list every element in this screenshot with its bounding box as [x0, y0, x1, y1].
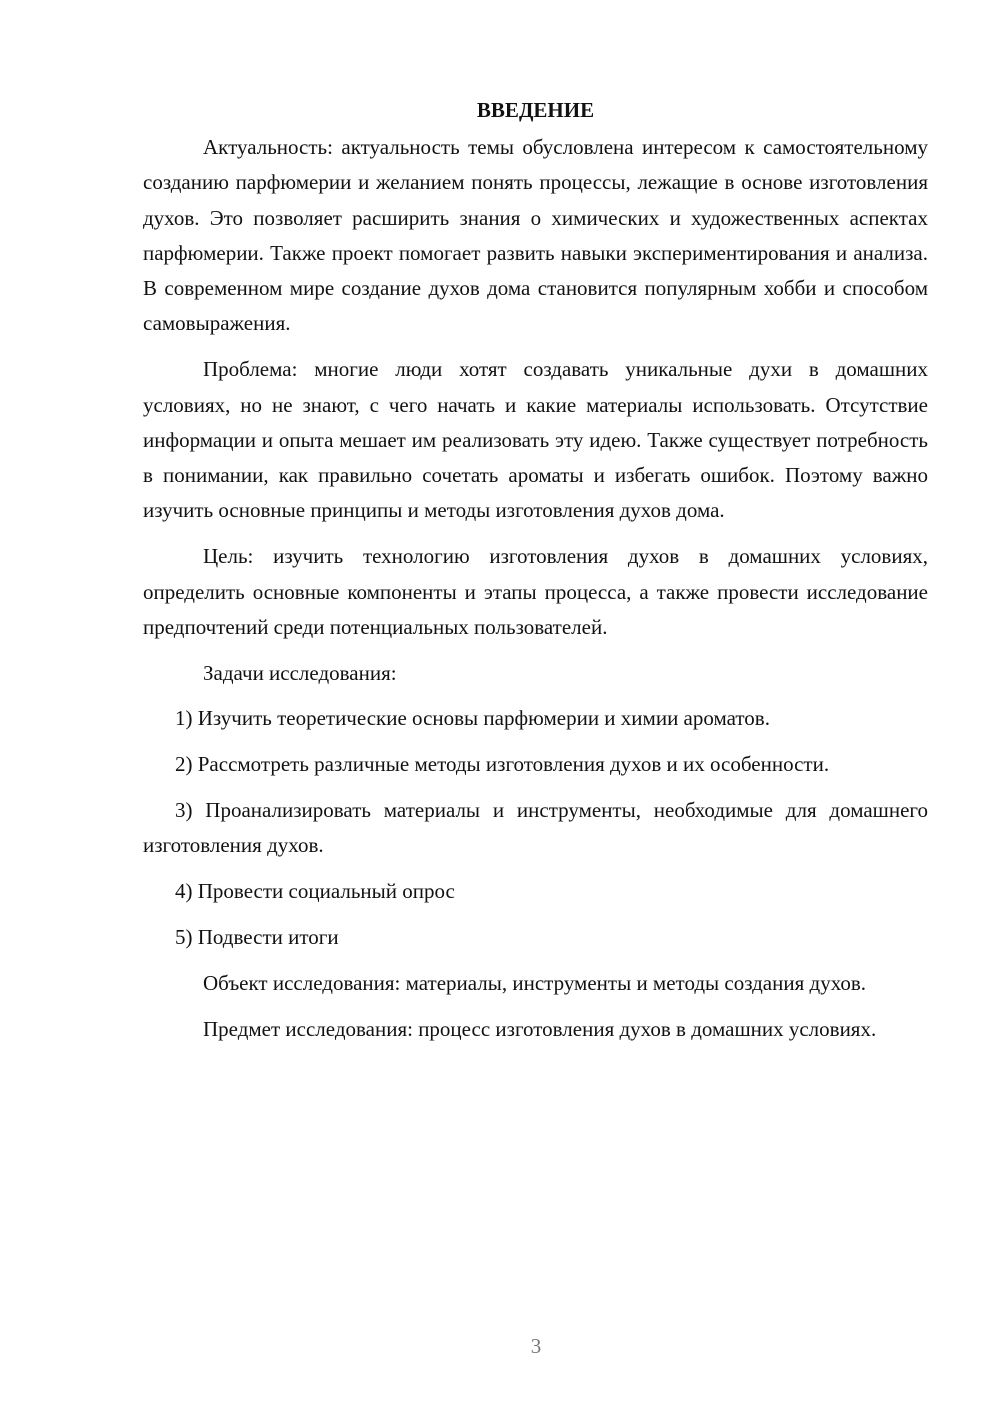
- task-item: 2) Рассмотреть различные методы изготовления духов и их особенности.: [175, 752, 830, 777]
- page-number: 3: [530, 1334, 542, 1358]
- page-title: ВВЕДЕНИЕ: [476, 98, 595, 122]
- tasks-title: Задачи исследования:: [203, 660, 397, 685]
- task-item: 3) Проанализировать материалы и инструменты, необходимые для домашнего изготовления духов.: [143, 798, 928, 858]
- relevance-paragraph: Актуальность: актуальность темы обусловлена интересом к самостоятельному созданию парфюмерии и желанием понять процессы, лежащие в основе изготовления духов. Это позволяет расширить знания о химических и художественных аспектах парфюмерии. Также проект помогает развить навыки экспериментирования и анализа. В современном мире создание духов дома становится популярным хобби и способом самовыражения.: [143, 135, 928, 336]
- task-item: 1) Изучить теоретические основы парфюмерии и химии ароматов.: [175, 706, 770, 731]
- tasks-list: [143, 701, 928, 955]
- research-object-paragraph: Объект исследования: материалы, инструменты и методы создания духов.: [203, 970, 867, 995]
- research-subject-paragraph: Предмет исследования: процесс изготовления духов в домашних условиях.: [203, 1016, 877, 1041]
- task-item: 4) Провести социальный опрос: [175, 879, 455, 904]
- problem-paragraph: Проблема: многие люди хотят создавать уникальные духи в домашних условиях, но не знают, с чего начать и какие материалы использовать. Отсутствие информации и опыта мешает им реализовать эту идею. Также существует потребность в понимании, как правильно сочетать ароматы и избегать ошибок. Поэтому важно изучить основные принципы и методы изготовления духов дома.: [143, 357, 928, 523]
- document-content: [143, 93, 928, 1057]
- task-item: 5) Подвести итоги: [175, 924, 339, 949]
- goal-paragraph: Цель: изучить технологию изготовления духов в домашних условиях, определить основные компоненты и этапы процесса, а также провести исследование предпочтений среди потенциальных пользователей.: [143, 544, 928, 639]
